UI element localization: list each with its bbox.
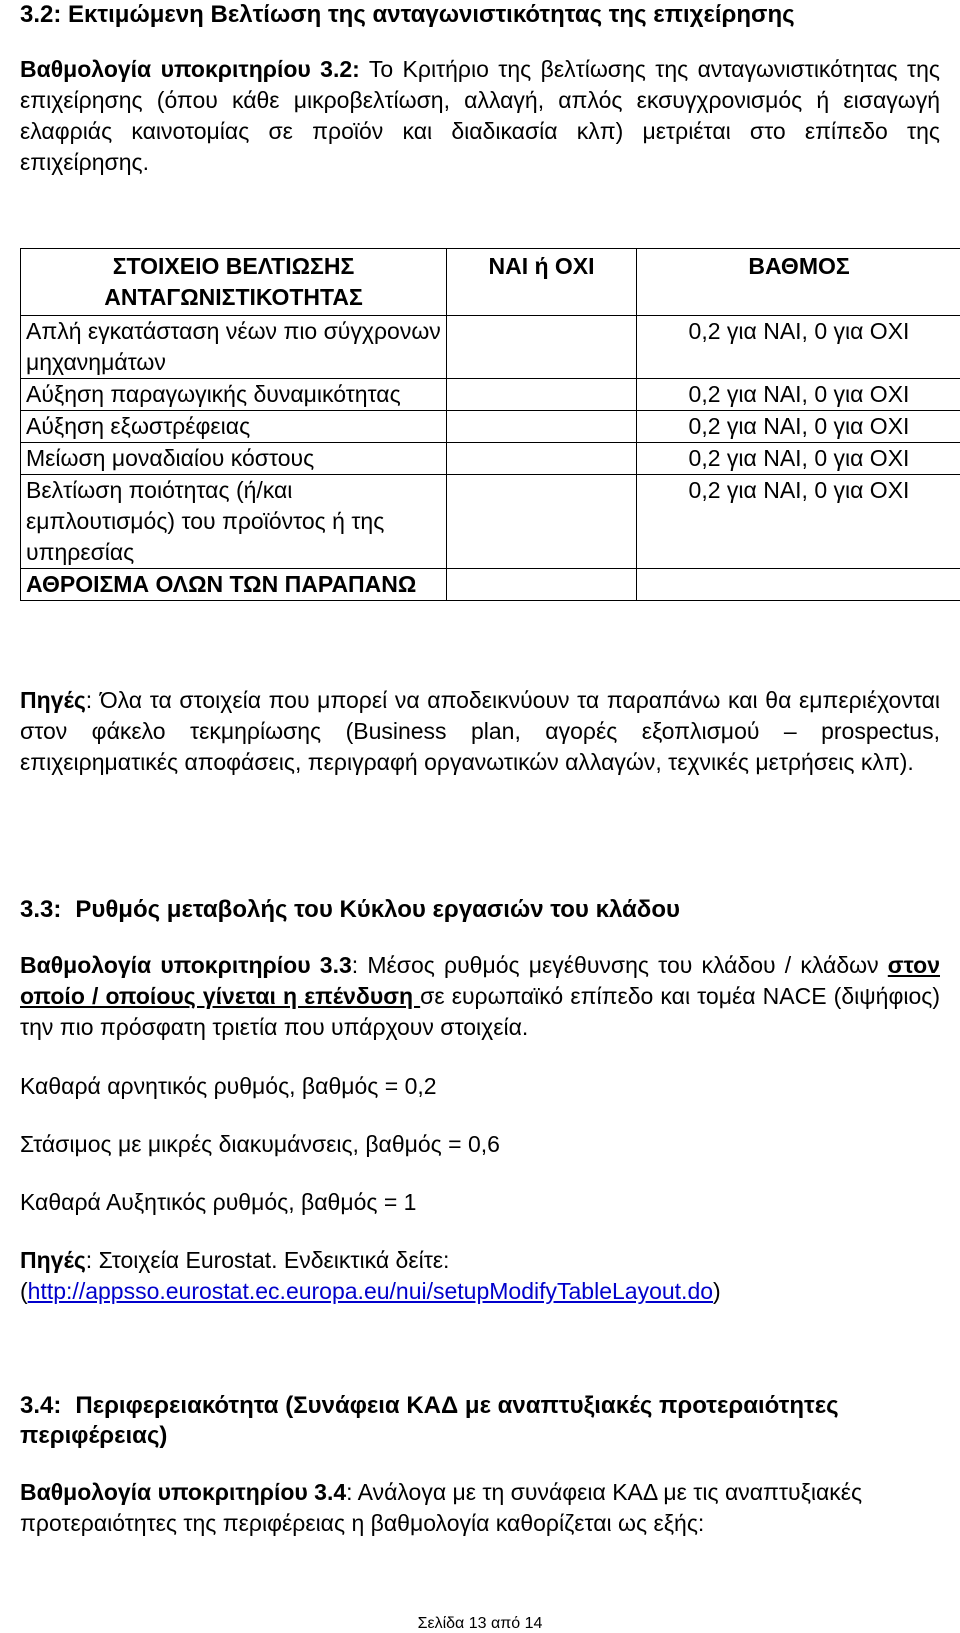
table-row — [21, 475, 960, 569]
table-total-row — [21, 569, 960, 601]
criterion-underlined-text: στον οποίο / οποίους γίνεται η επένδυση — [20, 952, 940, 1009]
score-cell: 0,2 για ΝΑΙ, 0 για ΟΧΙ — [637, 443, 960, 475]
paren-open: ( — [20, 1278, 28, 1304]
heading-text: Περιφερειακότητα (Συνάφεια ΚΑΔ με αναπτυξιακές προτεραιότητες περιφέρειας) — [20, 1392, 839, 1449]
sources-label: Πηγές — [20, 687, 86, 713]
section-3-2-heading: 3.2: Εκτιμώμενη Βελτίωση της ανταγωνιστικότητας της επιχείρησης — [20, 1, 795, 28]
answer-cell — [447, 411, 637, 443]
score-line: Καθαρά αρνητικός ρυθμός, βαθμός = 0,2 — [20, 1073, 437, 1099]
answer-cell — [447, 379, 637, 411]
heading-number: 3.4: — [20, 1392, 62, 1419]
table-row — [21, 316, 960, 379]
item-cell: Απλή εγκατάσταση νέων πιο σύγχρονων μηχανημάτων — [21, 316, 447, 379]
column-header: ΝΑΙ ή ΟΧΙ — [447, 249, 637, 316]
criterion-text: Το Κριτήριο της βελτίωσης της ανταγωνιστικότητας της επιχείρησης (όπου κάθε μικροβελτίωση, αλλαγή, απλός εκσυγχρονισμός ή εισαγωγή ελαφριάς καινοτομίας σε προϊόν και διαδικασία κλπ) μετριέται στο επίπεδο της επιχείρησης. — [20, 56, 940, 175]
page-number: Σελίδα 13 από 14 — [417, 1615, 543, 1632]
column-header: ΣΤΟΙΧΕΙΟ ΒΕΛΤΙΩΣΗΣ ΑΝΤΑΓΩΝΙΣΤΙΚΟΤΗΤΑΣ — [21, 249, 447, 316]
section-3-4-heading — [20, 1391, 940, 1451]
table-row — [21, 411, 960, 443]
score-cell: 0,2 για ΝΑΙ, 0 για ΟΧΙ — [637, 316, 960, 379]
table-row — [21, 443, 960, 475]
item-cell: Μείωση μοναδιαίου κόστους — [21, 443, 447, 475]
item-cell: Βελτίωση ποιότητας (ή/και εμπλουτισμός) του προϊόντος ή της υπηρεσίας — [21, 475, 447, 569]
criterion-text: : Μέσος ρυθμός μεγέθυνσης του κλάδου / κλάδων — [351, 952, 888, 978]
heading-text: Ρυθμός μεταβολής του Κύκλου εργασιών του κλάδου — [75, 896, 680, 923]
score-cell: 0,2 για ΝΑΙ, 0 για ΟΧΙ — [637, 379, 960, 411]
section-3-4-criterion — [20, 1477, 940, 1539]
heading-number: 3.3: — [20, 896, 62, 923]
competitiveness-table — [20, 248, 960, 601]
column-header: ΒΑΘΜΟΣ — [637, 249, 960, 316]
sources-label: Πηγές — [20, 1247, 86, 1273]
section-3-2-criterion — [20, 54, 940, 178]
score-cell: 0,2 για ΝΑΙ, 0 για ΟΧΙ — [637, 411, 960, 443]
answer-cell — [447, 475, 637, 569]
answer-cell — [447, 443, 637, 475]
item-cell: Αύξηση εξωστρέφειας — [21, 411, 447, 443]
total-cell: ΑΘΡΟΙΣΜΑ ΟΛΩΝ ΤΩΝ ΠΑΡΑΠΑΝΩ — [21, 569, 447, 601]
answer-cell — [447, 569, 637, 601]
eurostat-link-line — [20, 1276, 940, 1307]
criterion-label: Βαθμολογία υποκριτηρίου 3.2: — [20, 56, 360, 82]
eurostat-link[interactable]: http://appsso.eurostat.ec.europa.eu/nui/setupModifyTableLayout.do — [27, 1278, 714, 1304]
section-3-3-sources — [20, 1245, 940, 1276]
score-line: Στάσιμος με μικρές διακυμάνσεις, βαθμός = 0,6 — [20, 1131, 500, 1157]
section-3-3-heading — [20, 895, 940, 925]
section-3-2-sources — [20, 685, 940, 778]
paren-close: ) — [713, 1278, 721, 1304]
score-cell: 0,2 για ΝΑΙ, 0 για ΟΧΙ — [637, 475, 960, 569]
sources-text: : Στοιχεία Eurostat. Ενδεικτικά δείτε: — [85, 1247, 450, 1273]
item-cell: Αύξηση παραγωγικής δυναμικότητας — [21, 379, 447, 411]
sources-text: : Όλα τα στοιχεία που μπορεί να αποδεικνύουν τα παραπάνω και θα εμπεριέχονται στον φάκελο τεκμηρίωσης (Business plan, αγορές εξοπλισμού – prospectus, επιχειρηματικές αποφάσεις, περιγραφή οργανωτικών αλλαγών, τεχνικές μετρήσεις κλπ). — [20, 687, 940, 775]
criterion-text: : Ανάλογα με τη συνάφεια ΚΑΔ με τις αναπτυξιακές προτεραιότητες της περιφέρειας η βαθμολογία καθορίζεται ως εξής: — [20, 1479, 863, 1536]
score-cell — [637, 569, 960, 601]
table-header-row — [21, 249, 960, 316]
criterion-label: Βαθμολογία υποκριτηρίου 3.3 — [20, 952, 352, 978]
table-row — [21, 379, 960, 411]
answer-cell — [447, 316, 637, 379]
score-line: Καθαρά Αυξητικός ρυθμός, βαθμός = 1 — [20, 1189, 417, 1215]
section-3-3-criterion — [20, 950, 940, 1043]
criterion-text: σε ευρωπαϊκό επίπεδο και τομέα NACE (διψήφιος) την πιο πρόσφατη τριετία που υπάρχουν στοιχεία. — [20, 983, 940, 1040]
criterion-label: Βαθμολογία υποκριτηρίου 3.4 — [20, 1479, 347, 1505]
